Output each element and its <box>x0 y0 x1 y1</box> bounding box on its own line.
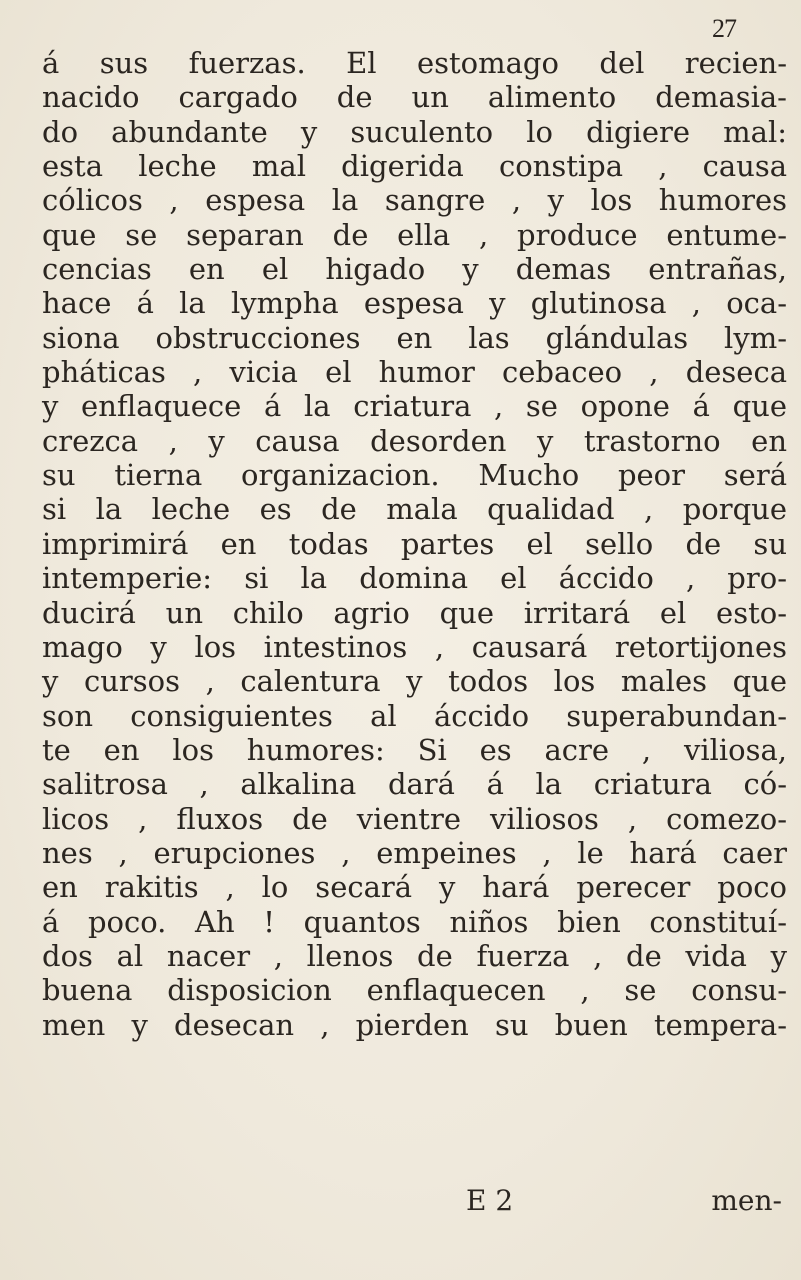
text-line: pháticas , vicia el humor cebaceo , deseca <box>42 355 787 390</box>
text-line: en rakitis , lo secará y hará perecer poco <box>42 870 787 905</box>
text-line: esta leche mal digerida constipa , causa <box>42 149 787 184</box>
text-line: buena disposicion enflaquecen , se consu- <box>42 973 787 1008</box>
text-line: mago y los intestinos , causará retortijones <box>42 629 787 664</box>
text-line: dos al nacer , llenos de fuerza , de vida y <box>42 938 787 973</box>
text-line: licos , fluxos de vientre viliosos , comezo- <box>42 801 787 836</box>
text-line: men y desecan , pierden su buen tempera- <box>42 1007 787 1042</box>
text-line: crezca , y causa desorden y trastorno en <box>42 423 787 458</box>
text-line: y enflaquece á la criatura , se opone á que <box>42 389 787 424</box>
body-text <box>42 46 787 1042</box>
text-line: á sus fuerzas. El estomago del recien- <box>42 46 787 80</box>
text-line: si la leche es de mala qualidad , porque <box>42 492 787 527</box>
text-line: á poco. Ah ! quantos niños bien constituí- <box>42 904 787 939</box>
text-line: nacido cargado de un alimento demasia- <box>42 80 787 115</box>
text-line: son consiguientes al áccido superabundan- <box>42 698 787 733</box>
text-line: que se separan de ella , produce entume- <box>42 217 787 252</box>
text-line: te en los humores: Si es acre , viliosa, <box>42 732 787 767</box>
text-line: salitrosa , alkalina dará á la criatura có- <box>42 767 787 802</box>
page-footer <box>466 1184 782 1217</box>
text-line: nes , erupciones , empeines , le hará caer <box>42 835 787 870</box>
text-line: cencias en el higado y demas entrañas, <box>42 252 787 287</box>
text-line: imprimirá en todas partes el sello de su <box>42 526 787 561</box>
text-line: y cursos , calentura y todos los males que <box>42 664 787 699</box>
text-line: ducirá un chilo agrio que irritará el esto- <box>42 595 787 630</box>
text-line: do abundante y suculento lo digiere mal: <box>42 114 787 149</box>
text-line: intemperie: si la domina el áccido , pro- <box>42 561 787 596</box>
signature-mark: E 2 <box>466 1184 514 1217</box>
text-line: su tierna organizacion. Mucho peor será <box>42 458 787 493</box>
text-line: hace á la lympha espesa y glutinosa , oca- <box>42 286 787 321</box>
text-line: siona obstrucciones en las glándulas lym- <box>42 320 787 355</box>
page-number: 27 <box>712 14 736 43</box>
catchword: men- <box>711 1184 782 1217</box>
text-line: cólicos , espesa la sangre , y los humores <box>42 183 787 218</box>
